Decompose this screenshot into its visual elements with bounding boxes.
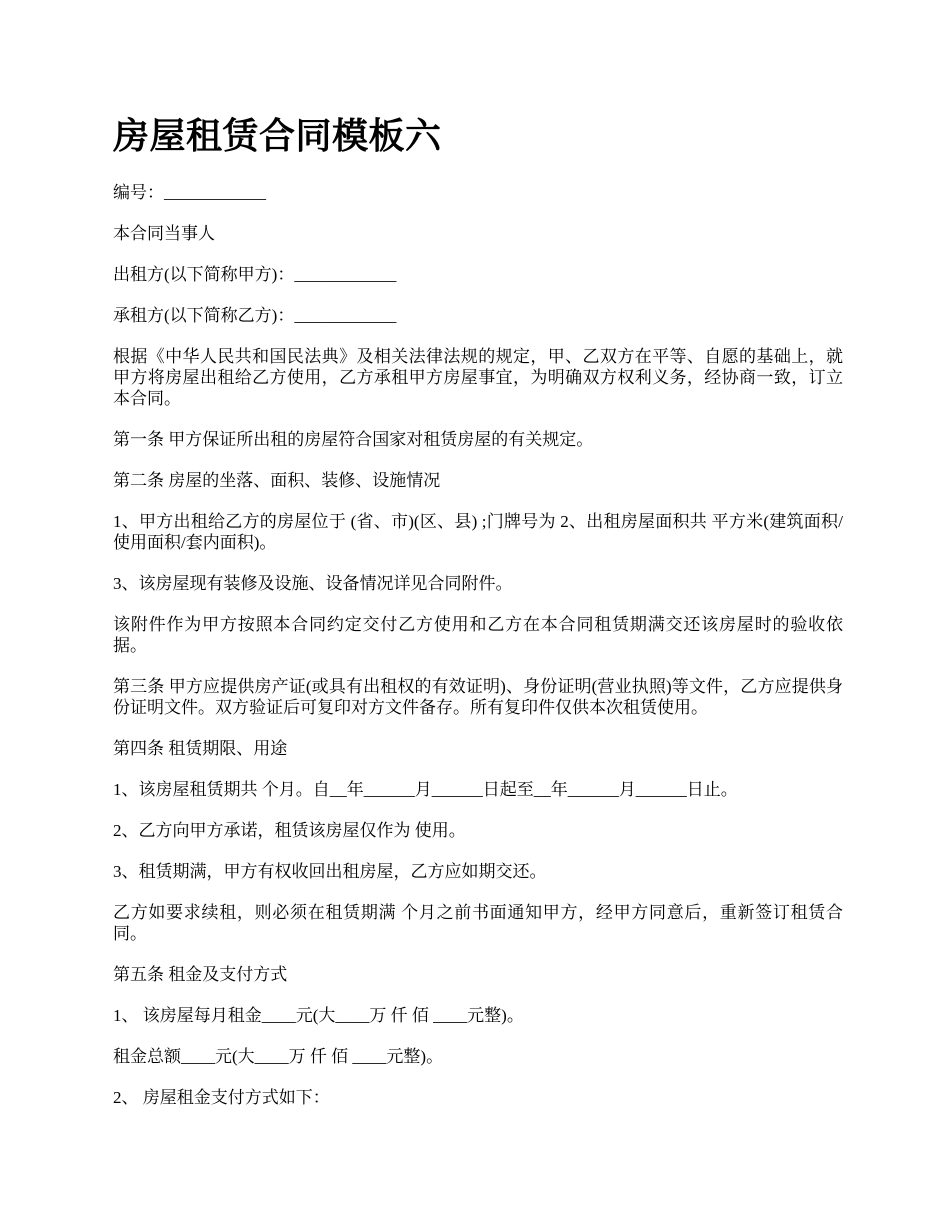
document-title: 房屋租赁合同模板六 bbox=[113, 116, 442, 156]
article-4-clause-2: 2、乙方向甲方承诺，租赁该房屋仅作为 使用。 bbox=[113, 821, 466, 840]
article-4-clause-3: 3、租赁期满，甲方有权收回出租房屋，乙方应如期交还。 bbox=[113, 862, 547, 881]
article-5-heading: 第五条 租金及支付方式 bbox=[113, 965, 288, 984]
article-1: 第一条 甲方保证所出租的房屋符合国家对租赁房屋的有关规定。 bbox=[113, 430, 594, 449]
lessor-line: 出租方(以下简称甲方)：____________ bbox=[113, 265, 397, 284]
document-page bbox=[113, 112, 843, 1128]
article-3: 第三条 甲方应提供房产证(或具有出租权的有效证明)、身份证明(营业执照)等文件，乙方应提供身份证明文件。双方验证后可复印对方文件备存。所有复印件仅供本次租赁使用。 bbox=[113, 677, 843, 717]
article-2-heading: 第二条 房屋的坐落、面积、装修、设施情况 bbox=[113, 471, 441, 490]
renewal-note: 乙方如要求续租，则必须在租赁期满 个月之前书面通知甲方，经甲方同意后，重新签订租赁合同。 bbox=[113, 903, 843, 943]
article-5-clause-1: 1、 该房屋每月租金____元(大____万 仟 佰 ____元整)。 bbox=[113, 1006, 524, 1025]
total-rent-line: 租金总额____元(大____万 仟 佰 ____元整)。 bbox=[113, 1047, 444, 1066]
article-2-clause-1: 1、甲方出租给乙方的房屋位于 (省、市)(区、县) ;门牌号为 2、出租房屋面积共 平方米(建筑面积/使用面积/套内面积)。 bbox=[113, 512, 843, 552]
contract-number-line: 编号：____________ bbox=[113, 183, 266, 202]
attachment-note: 该附件作为甲方按照本合同约定交付乙方使用和乙方在本合同租赁期满交还该房屋时的验收依据。 bbox=[113, 615, 843, 655]
article-2-clause-3: 3、该房屋现有装修及设施、设备情况详见合同附件。 bbox=[113, 574, 513, 593]
article-4-clause-1: 1、该房屋租赁期共 个月。自__年______月______日起至__年______月______日止。 bbox=[113, 780, 738, 799]
lessee-line: 承租方(以下简称乙方)：____________ bbox=[113, 306, 397, 325]
article-5-clause-2: 2、 房屋租金支付方式如下： bbox=[113, 1088, 330, 1107]
article-4-heading: 第四条 租赁期限、用途 bbox=[113, 739, 288, 758]
preamble-paragraph: 根据《中华人民共和国民法典》及相关法律法规的规定，甲、乙双方在平等、自愿的基础上，就甲方将房屋出租给乙方使用，乙方承租甲方房屋事宜，为明确双方权利义务，经协商一致，订立本合同。 bbox=[113, 347, 843, 408]
parties-heading: 本合同当事人 bbox=[113, 224, 215, 243]
